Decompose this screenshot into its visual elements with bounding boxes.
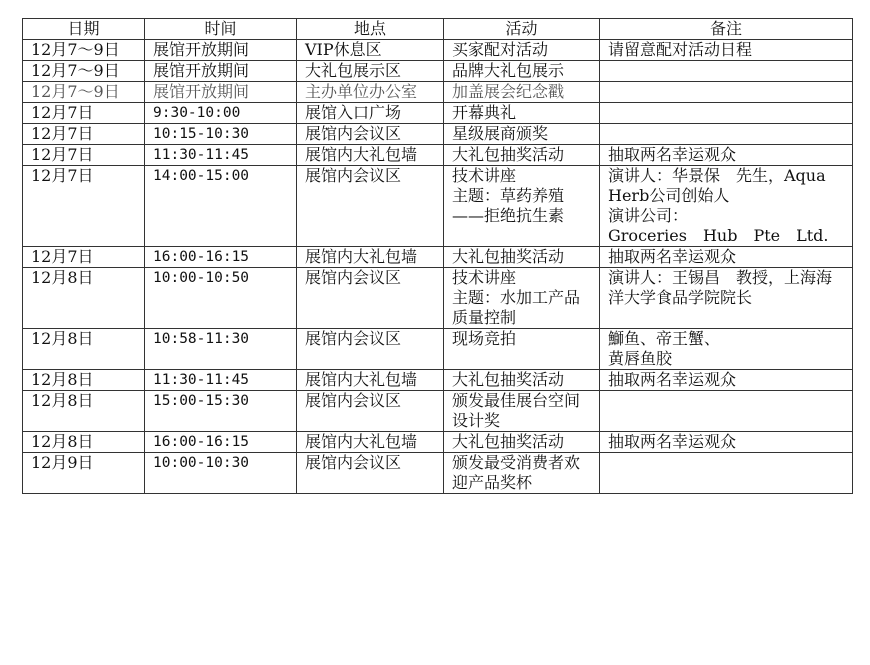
- place-cell: 展馆内会议区: [297, 329, 444, 370]
- date-cell: 12月9日: [23, 453, 145, 494]
- note-cell: 演讲人：华景保 先生，Aqua Herb公司创始人 演讲公司： Groceries Hub Pte Ltd.: [600, 166, 853, 247]
- activity-cell: 加盖展会纪念戳: [444, 82, 600, 103]
- activity-cell: 买家配对活动: [444, 40, 600, 61]
- note-cell: 演讲人：王锡昌 教授，上海海洋大学食品学院院长: [600, 268, 853, 329]
- place-cell: 展馆内会议区: [297, 391, 444, 432]
- time-cell: 展馆开放期间: [145, 61, 297, 82]
- date-cell: 12月8日: [23, 370, 145, 391]
- note-cell: 抽取两名幸运观众: [600, 432, 853, 453]
- activity-cell: 品牌大礼包展示: [444, 61, 600, 82]
- place-cell: 展馆内会议区: [297, 166, 444, 247]
- date-cell: 12月7日: [23, 145, 145, 166]
- date-cell: 12月7日: [23, 124, 145, 145]
- place-cell: VIP休息区: [297, 40, 444, 61]
- date-cell: 12月8日: [23, 329, 145, 370]
- time-cell: 15:00-15:30: [145, 391, 297, 432]
- note-cell: [600, 453, 853, 494]
- time-cell: 11:30-11:45: [145, 370, 297, 391]
- date-cell: 12月8日: [23, 268, 145, 329]
- activity-cell: 大礼包抽奖活动: [444, 247, 600, 268]
- table-row: [23, 145, 853, 166]
- place-cell: 展馆内会议区: [297, 268, 444, 329]
- table-row: [23, 329, 853, 370]
- activity-cell: 现场竞拍: [444, 329, 600, 370]
- time-cell: 11:30-11:45: [145, 145, 297, 166]
- table-row: [23, 103, 853, 124]
- note-cell: [600, 61, 853, 82]
- activity-cell: 开幕典礼: [444, 103, 600, 124]
- note-cell: [600, 103, 853, 124]
- table-row: [23, 432, 853, 453]
- date-cell: 12月8日: [23, 391, 145, 432]
- header-activity: 活动: [444, 19, 600, 40]
- table-row: [23, 268, 853, 329]
- place-cell: 展馆内大礼包墙: [297, 247, 444, 268]
- activity-cell: 星级展商颁奖: [444, 124, 600, 145]
- note-cell: 鰤鱼、帝王蟹、 黄唇鱼胶: [600, 329, 853, 370]
- table-row: [23, 391, 853, 432]
- header-date: 日期: [23, 19, 145, 40]
- date-cell: 12月7日: [23, 166, 145, 247]
- note-cell: [600, 391, 853, 432]
- time-cell: 10:15-10:30: [145, 124, 297, 145]
- activity-cell: 大礼包抽奖活动: [444, 432, 600, 453]
- header-row: [23, 19, 853, 40]
- place-cell: 大礼包展示区: [297, 61, 444, 82]
- time-cell: 10:00-10:50: [145, 268, 297, 329]
- date-cell: 12月7～9日: [23, 82, 145, 103]
- time-cell: 展馆开放期间: [145, 82, 297, 103]
- table-row: [23, 61, 853, 82]
- time-cell: 16:00-16:15: [145, 247, 297, 268]
- place-cell: 展馆内会议区: [297, 453, 444, 494]
- place-cell: 主办单位办公室: [297, 82, 444, 103]
- table-row: [23, 124, 853, 145]
- header-time: 时间: [145, 19, 297, 40]
- place-cell: 展馆内大礼包墙: [297, 432, 444, 453]
- date-cell: 12月7～9日: [23, 61, 145, 82]
- time-cell: 14:00-15:00: [145, 166, 297, 247]
- place-cell: 展馆内大礼包墙: [297, 145, 444, 166]
- note-cell: [600, 124, 853, 145]
- date-cell: 12月7日: [23, 247, 145, 268]
- note-cell: [600, 82, 853, 103]
- activity-cell: 大礼包抽奖活动: [444, 145, 600, 166]
- activity-cell: 颁发最受消费者欢迎产品奖杯: [444, 453, 600, 494]
- table-row: [23, 453, 853, 494]
- note-cell: 抽取两名幸运观众: [600, 247, 853, 268]
- table-row: [23, 247, 853, 268]
- date-cell: 12月8日: [23, 432, 145, 453]
- time-cell: 10:58-11:30: [145, 329, 297, 370]
- note-cell: 抽取两名幸运观众: [600, 370, 853, 391]
- table-row: [23, 166, 853, 247]
- table-row: [23, 82, 853, 103]
- time-cell: 展馆开放期间: [145, 40, 297, 61]
- time-cell: 10:00-10:30: [145, 453, 297, 494]
- activity-cell: 颁发最佳展台空间设计奖: [444, 391, 600, 432]
- header-place: 地点: [297, 19, 444, 40]
- activity-cell: 技术讲座 主题：草药养殖——拒绝抗生素: [444, 166, 600, 247]
- header-note: 备注: [600, 19, 853, 40]
- activity-cell: 大礼包抽奖活动: [444, 370, 600, 391]
- time-cell: 9:30-10:00: [145, 103, 297, 124]
- place-cell: 展馆入口广场: [297, 103, 444, 124]
- note-cell: 请留意配对活动日程: [600, 40, 853, 61]
- date-cell: 12月7～9日: [23, 40, 145, 61]
- place-cell: 展馆内大礼包墙: [297, 370, 444, 391]
- activity-cell: 技术讲座 主题：水加工产品质量控制: [444, 268, 600, 329]
- note-cell: 抽取两名幸运观众: [600, 145, 853, 166]
- table-row: [23, 40, 853, 61]
- time-cell: 16:00-16:15: [145, 432, 297, 453]
- date-cell: 12月7日: [23, 103, 145, 124]
- place-cell: 展馆内会议区: [297, 124, 444, 145]
- schedule-table: [22, 18, 853, 494]
- table-row: [23, 370, 853, 391]
